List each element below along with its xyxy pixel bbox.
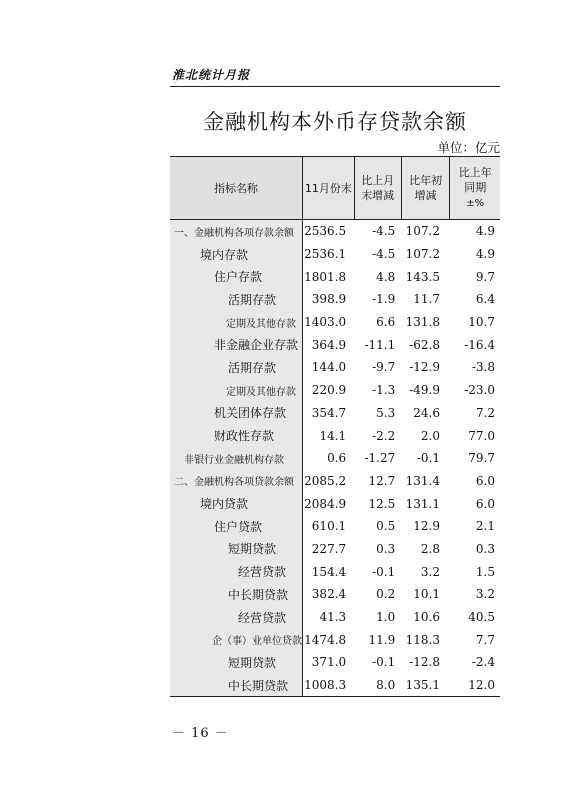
cell-yoy: 3.2 [475, 587, 495, 602]
cell-mom: -9.7 [372, 360, 396, 375]
cell-yoy: 4.9 [475, 224, 495, 239]
column-header-yoy-line2: 同期 [464, 181, 487, 194]
cell-yoy: 40.5 [468, 610, 495, 625]
cell-mom: -0.1 [372, 655, 396, 670]
cell-ytd: 3.2 [420, 564, 440, 579]
cell-yoy: 6.0 [475, 473, 495, 488]
cell-mom: 0.2 [376, 587, 396, 602]
table-row [170, 220, 500, 243]
cell-ytd: 2.0 [420, 428, 440, 443]
cell-nov: 41.3 [319, 610, 347, 625]
row-name: 境内存款 [170, 243, 303, 266]
row-name: 定期及其他存款 [170, 311, 303, 334]
cell-ytd: 131.1 [405, 496, 440, 511]
cell-ytd: 143.5 [405, 269, 440, 284]
cell-ytd: 12.9 [413, 519, 440, 534]
row-name: 短期贷款 [170, 538, 303, 561]
cell-yoy: -23.0 [464, 383, 495, 398]
row-name: 非银行业金融机构存款 [170, 447, 303, 470]
cell-nov: 1474.8 [304, 632, 347, 647]
cell-yoy: 9.7 [475, 269, 495, 284]
table-row [170, 311, 500, 334]
cell-mom: 5.3 [376, 405, 396, 420]
cell-nov: 354.7 [311, 405, 347, 420]
cell-nov: 2536.5 [304, 224, 347, 239]
column-header-nov [303, 157, 355, 220]
table-row [170, 470, 500, 493]
cell-ytd: 131.4 [405, 473, 440, 488]
row-name: 二、金融机构各项贷款余额 [170, 470, 303, 493]
table-row [170, 492, 500, 515]
column-header-ytd [401, 157, 450, 220]
cell-ytd: 107.2 [405, 224, 440, 239]
cell-yoy: 10.7 [468, 315, 495, 330]
table-row [170, 606, 500, 629]
cell-mom: -4.5 [372, 224, 396, 239]
row-name: 财政性存款 [170, 424, 303, 447]
cell-ytd: 107.2 [405, 247, 440, 262]
cell-mom: 8.0 [354, 674, 401, 697]
cell-ytd: -12.9 [409, 360, 440, 375]
cell-mom: -1.9 [372, 292, 396, 307]
cell-ytd: 10.1 [413, 587, 440, 602]
cell-mom: 1.0 [376, 610, 396, 625]
cell-yoy: 2.1 [475, 519, 495, 534]
row-name: 机关团体存款 [170, 402, 303, 425]
column-header-indicator-label: 指标名称 [214, 181, 258, 195]
header-divider [170, 86, 500, 87]
cell-nov: 610.1 [311, 519, 347, 534]
table-row [170, 379, 500, 402]
cell-nov: 0.6 [327, 451, 347, 466]
table-row [170, 538, 500, 561]
cell-nov: 398.9 [311, 292, 347, 307]
column-header-mom-line2: 末增减 [361, 189, 395, 202]
column-header-yoy [450, 157, 500, 220]
table-header [170, 157, 500, 220]
cell-nov: 154.4 [311, 564, 347, 579]
row-name: 中长期贷款 [170, 674, 303, 697]
cell-nov: 1008.3 [303, 674, 355, 697]
page-number: － 16 － [172, 726, 229, 741]
column-header-indicator [170, 157, 303, 220]
cell-mom: -4.5 [372, 247, 396, 262]
column-header-yoy-line3: ±% [466, 198, 485, 209]
table-row [170, 288, 500, 311]
table-row [170, 402, 500, 425]
table-row [170, 243, 500, 266]
cell-mom: 0.3 [376, 541, 396, 556]
cell-ytd: 24.6 [413, 405, 440, 420]
cell-yoy: -2.4 [471, 655, 495, 670]
row-name: 定期及其他存款 [170, 379, 303, 402]
cell-nov: 1403.0 [304, 315, 347, 330]
cell-nov: 144.0 [311, 360, 347, 375]
page-title: 金融机构本外币存贷款余额 [203, 110, 467, 134]
table-row [170, 651, 500, 674]
cell-nov: 14.1 [319, 428, 347, 443]
row-name: 非金融企业存款 [170, 333, 303, 356]
column-header-ytd-line1: 比年初 [409, 174, 443, 187]
cell-ytd: -62.8 [409, 337, 440, 352]
row-name: 企（事）业单位贷款 [170, 628, 303, 651]
cell-mom: 12.5 [368, 496, 396, 511]
column-header-mom-line1: 比上月 [361, 174, 395, 187]
row-name: 一、金融机构各项存款余额 [170, 220, 303, 243]
cell-yoy: 77.0 [468, 428, 495, 443]
cell-mom: 6.6 [376, 315, 396, 330]
cell-mom: 12.7 [368, 473, 396, 488]
table-row [170, 628, 500, 651]
cell-mom: 0.5 [376, 519, 396, 534]
cell-mom: -0.1 [372, 564, 396, 579]
column-header-mom [354, 157, 401, 220]
cell-nov: 2085.2 [304, 473, 347, 488]
cell-yoy: 6.4 [475, 292, 495, 307]
cell-yoy: 7.2 [475, 405, 495, 420]
cell-yoy: 4.9 [475, 247, 495, 262]
cell-yoy: 7.7 [475, 632, 495, 647]
cell-yoy: 1.5 [475, 564, 495, 579]
cell-nov: 382.4 [311, 587, 347, 602]
cell-nov: 227.7 [311, 541, 347, 556]
table-row [170, 333, 500, 356]
unit-label: 单位：亿元 [437, 140, 500, 155]
cell-mom: 4.8 [376, 269, 396, 284]
cell-ytd: -49.9 [409, 383, 440, 398]
table-row [170, 424, 500, 447]
cell-nov: 220.9 [311, 383, 347, 398]
deposit-loan-table [170, 156, 500, 697]
row-name: 短期贷款 [170, 651, 303, 674]
cell-ytd: 118.3 [405, 632, 440, 647]
cell-mom: -1.27 [364, 451, 396, 466]
row-name: 中长期贷款 [170, 583, 303, 606]
row-name: 住户贷款 [170, 515, 303, 538]
column-header-yoy-line1: 比上年 [458, 166, 492, 179]
table-row [170, 560, 500, 583]
table-row [170, 447, 500, 470]
column-header-nov-label: 11月份末 [304, 181, 352, 195]
cell-ytd: 135.1 [401, 674, 450, 697]
table-row [170, 583, 500, 606]
cell-mom: -1.3 [372, 383, 396, 398]
cell-ytd: 11.7 [413, 292, 440, 307]
row-name: 活期存款 [170, 288, 303, 311]
publication-header: 淮北统计月报 [172, 68, 251, 82]
cell-mom: -2.2 [372, 428, 396, 443]
column-header-ytd-line2: 增减 [414, 189, 437, 202]
cell-nov: 371.0 [311, 655, 347, 670]
cell-ytd: -12.8 [409, 655, 440, 670]
cell-ytd: 10.6 [413, 610, 440, 625]
cell-yoy: -16.4 [464, 337, 495, 352]
cell-ytd: -0.1 [416, 451, 440, 466]
row-name: 经营贷款 [170, 560, 303, 583]
row-name: 经营贷款 [170, 606, 303, 629]
table-row [170, 674, 500, 697]
table-row [170, 515, 500, 538]
table-row [170, 356, 500, 379]
cell-nov: 364.9 [311, 337, 347, 352]
cell-mom: -11.1 [364, 337, 396, 352]
row-name: 活期存款 [170, 356, 303, 379]
cell-yoy: 79.7 [468, 451, 495, 466]
cell-yoy: -3.8 [471, 360, 495, 375]
table-row [170, 265, 500, 288]
row-name: 住户存款 [170, 265, 303, 288]
cell-yoy: 12.0 [450, 674, 500, 697]
cell-mom: 11.9 [368, 632, 396, 647]
cell-nov: 1801.8 [304, 269, 347, 284]
cell-yoy: 0.3 [475, 541, 495, 556]
cell-ytd: 2.8 [420, 541, 440, 556]
cell-nov: 2536.1 [304, 247, 347, 262]
cell-ytd: 131.8 [405, 315, 440, 330]
row-name: 境内贷款 [170, 492, 303, 515]
cell-yoy: 6.0 [475, 496, 495, 511]
table-body [170, 220, 500, 697]
cell-nov: 2084.9 [304, 496, 347, 511]
